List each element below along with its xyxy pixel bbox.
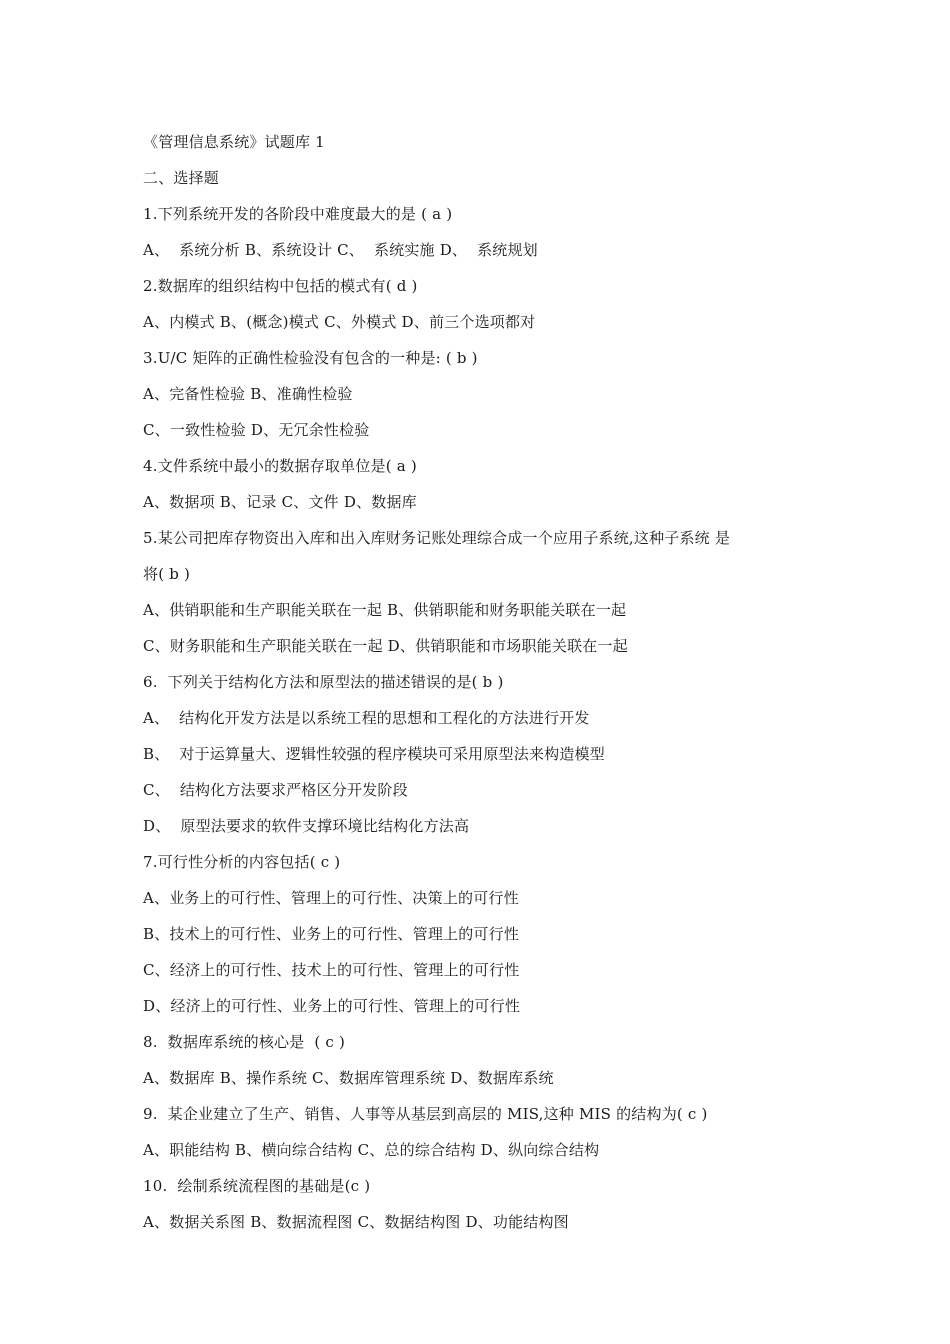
text-line: 9. 某企业建立了生产、销售、人事等从基层到高层的 MIS,这种 MIS 的结构为( c ) (143, 1105, 708, 1123)
text-line: C、 结构化方法要求严格区分开发阶段 (143, 781, 408, 799)
text-line: A、供销职能和生产职能关联在一起 B、供销职能和财务职能关联在一起 (143, 601, 627, 619)
text-line: A、数据库 B、操作系统 C、数据库管理系统 D、数据库系统 (143, 1069, 554, 1087)
text-line: A、数据项 B、记录 C、文件 D、数据库 (143, 493, 417, 511)
text-line: 10. 绘制系统流程图的基础是(c ) (143, 1177, 371, 1195)
text-line: C、经济上的可行性、技术上的可行性、管理上的可行性 (143, 961, 520, 979)
text-line: A、职能结构 B、横向综合结构 C、总的综合结构 D、纵向综合结构 (143, 1141, 600, 1159)
text-line: 7.可行性分析的内容包括( c ) (143, 853, 341, 871)
text-line: D、 原型法要求的软件支撑环境比结构化方法高 (143, 817, 470, 835)
text-line: C、财务职能和生产职能关联在一起 D、供销职能和市场职能关联在一起 (143, 637, 628, 655)
document-body (143, 124, 833, 1240)
text-line: A、完备性检验 B、准确性检验 (143, 385, 353, 403)
text-line: A、业务上的可行性、管理上的可行性、决策上的可行性 (143, 889, 519, 907)
text-line: B、 对于运算量大、逻辑性较强的程序模块可采用原型法来构造模型 (143, 745, 605, 763)
text-line: 5.某公司把库存物资出入库和出入库财务记账处理综合成一个应用子系统,这种子系统 是 (143, 529, 731, 547)
text-line: A、 结构化开发方法是以系统工程的思想和工程化的方法进行开发 (143, 709, 590, 727)
text-line: C、一致性检验 D、无冗余性检验 (143, 421, 370, 439)
document-title: 《管理信息系统》试题库 1 (143, 133, 325, 151)
section-heading: 二、选择题 (143, 169, 220, 187)
text-line: 将( b ) (143, 565, 191, 583)
text-line: 8. 数据库系统的核心是 ( c ) (143, 1033, 346, 1051)
text-line: 3.U/C 矩阵的正确性检验没有包含的一种是: ( b ) (143, 349, 478, 367)
text-line: 6. 下列关于结构化方法和原型法的描述错误的是( b ) (143, 673, 504, 691)
text-line: B、技术上的可行性、业务上的可行性、管理上的可行性 (143, 925, 520, 943)
text-line: 2.数据库的组织结构中包括的模式有( d ) (143, 277, 418, 295)
text-line: D、经济上的可行性、业务上的可行性、管理上的可行性 (143, 997, 521, 1015)
text-line: A、内模式 B、(概念)模式 C、外模式 D、前三个选项都对 (143, 313, 536, 331)
text-line: A、数据关系图 B、数据流程图 C、数据结构图 D、功能结构图 (143, 1213, 569, 1231)
text-line: A、 系统分析 B、系统设计 C、 系统实施 D、 系统规划 (143, 241, 538, 259)
text-line: 4.文件系统中最小的数据存取单位是( a ) (143, 457, 417, 475)
text-line: 1.下列系统开发的各阶段中难度最大的是 ( a ) (143, 205, 453, 223)
